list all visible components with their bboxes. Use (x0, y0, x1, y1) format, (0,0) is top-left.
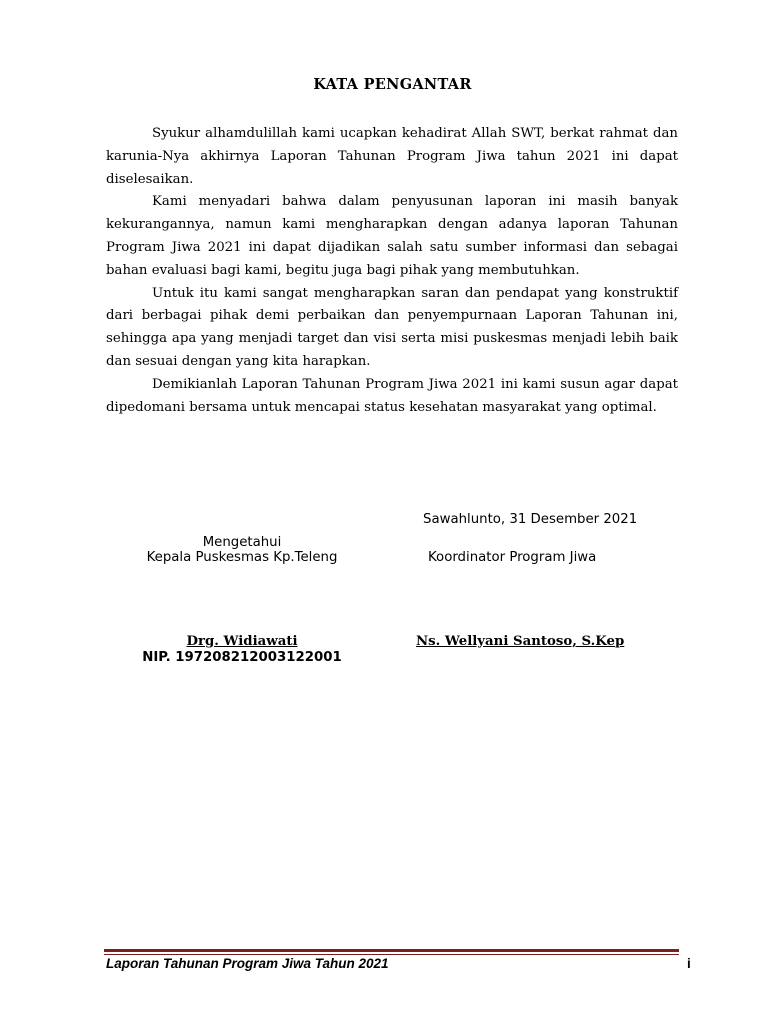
footer-title: Laporan Tahunan Program Jiwa Tahun 2021 (106, 956, 389, 971)
left-sign-role: Kepala Puskesmas Kp.Teleng (146, 550, 338, 565)
right-sign-role: Koordinator Program Jiwa (428, 550, 597, 565)
footer-rule (104, 949, 679, 952)
paragraph-1: Syukur alhamdulillah kami ucapkan kehadirat Allah SWT, berkat rahmat dan karunia-Nya akhirnya Laporan Tahunan Program Jiwa tahun 2021 ini dapat diselesaikan. (106, 126, 678, 187)
left-signer-nip: NIP. 197208212003122001 (142, 650, 342, 665)
left-signer-name: Drg. Widiawati (186, 634, 298, 649)
page-title: KATA PENGANTAR (313, 76, 472, 93)
right-signer-name: Ns. Wellyani Santoso, S.Kep (416, 634, 625, 649)
left-sign-label: Mengetahui (202, 535, 282, 550)
body-text (106, 123, 678, 419)
footer-rule-thin (104, 954, 679, 955)
place-date: Sawahlunto, 31 Desember 2021 (423, 512, 638, 527)
paragraph-3: Untuk itu kami sangat mengharapkan saran dan pendapat yang konstruktif dari berbagai pihak demi perbaikan dan penyempurnaan Laporan Tahunan ini, sehingga apa yang menjadi target dan visi serta misi puskesmas menjadi lebih baik dan sesuai dengan yang kita harapkan. (106, 285, 678, 369)
paragraph-2: Kami menyadari bahwa dalam penyusunan laporan ini masih banyak kekurangannya, namun kami mengharapkan dengan adanya laporan Tahunan Program Jiwa 2021 ini dapat dijadikan salah satu sumber informasi dan sebagai bahan evaluasi bagi kami, begitu juga bagi pihak yang membutuhkan. (106, 194, 678, 278)
page-number: i (687, 956, 691, 971)
paragraph-4: Demikianlah Laporan Tahunan Program Jiwa 2021 ini kami susun agar dapat dipedomani bersama untuk mencapai status kesehatan masyarakat yang optimal. (106, 376, 678, 415)
